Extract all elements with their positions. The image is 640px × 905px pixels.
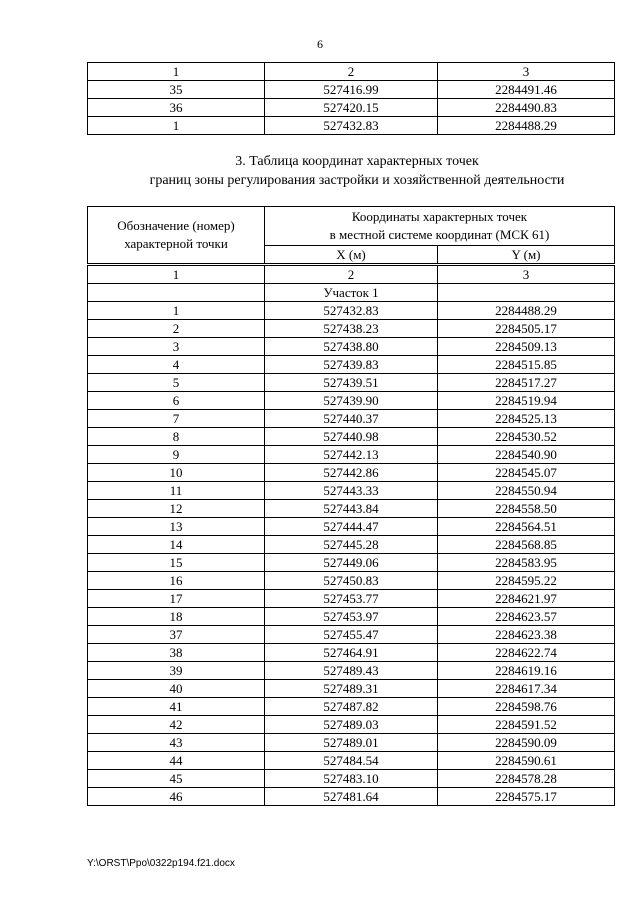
table-cell: 1 bbox=[88, 63, 265, 81]
x-coordinate-cell: 527483.10 bbox=[265, 770, 438, 788]
x-coordinate-cell: 527416.99 bbox=[265, 81, 438, 99]
y-coordinate-cell: 2284545.07 bbox=[438, 464, 615, 482]
y-coordinate-cell: 2284540.90 bbox=[438, 446, 615, 464]
y-coordinate-cell: 2284590.61 bbox=[438, 752, 615, 770]
y-coordinate-cell: 2284617.34 bbox=[438, 680, 615, 698]
point-number-cell: 18 bbox=[88, 608, 265, 626]
coordinates-table bbox=[87, 206, 615, 806]
point-number-cell: 5 bbox=[88, 374, 265, 392]
table-header-row bbox=[88, 207, 615, 246]
table-row bbox=[88, 572, 615, 590]
point-number-cell: 13 bbox=[88, 518, 265, 536]
point-number-cell: 1 bbox=[88, 117, 265, 135]
table-row bbox=[88, 680, 615, 698]
page-number: 6 bbox=[317, 37, 323, 51]
y-coordinate-cell: 2284564.51 bbox=[438, 518, 615, 536]
table-row bbox=[88, 320, 615, 338]
y-coordinate-cell: 2284525.13 bbox=[438, 410, 615, 428]
table-row bbox=[88, 554, 615, 572]
point-number-cell: 40 bbox=[88, 680, 265, 698]
x-coordinate-cell: 527439.51 bbox=[265, 374, 438, 392]
x-coordinate-cell: 527443.33 bbox=[265, 482, 438, 500]
column-number-row bbox=[88, 265, 615, 284]
x-coordinate-cell: 527432.83 bbox=[265, 302, 438, 320]
x-coordinate-cell: 527442.13 bbox=[265, 446, 438, 464]
y-coordinate-cell: 2284509.13 bbox=[438, 338, 615, 356]
point-number-cell: 9 bbox=[88, 446, 265, 464]
section-title-line-1: 3. Таблица координат характерных точек bbox=[235, 154, 479, 169]
table-cell: 1 bbox=[88, 265, 265, 284]
table-row bbox=[88, 428, 615, 446]
point-number-cell: 17 bbox=[88, 590, 265, 608]
table-row bbox=[88, 99, 615, 117]
table-cell: 2 bbox=[265, 265, 438, 284]
x-coordinate-cell: 527439.83 bbox=[265, 356, 438, 374]
table-row bbox=[88, 734, 615, 752]
y-coordinate-cell: 2284595.22 bbox=[438, 572, 615, 590]
point-number-cell: 1 bbox=[88, 302, 265, 320]
point-number-cell: 35 bbox=[88, 81, 265, 99]
x-coordinate-cell: 527444.47 bbox=[265, 518, 438, 536]
x-coordinate-cell: 527489.01 bbox=[265, 734, 438, 752]
x-coordinate-cell: 527445.28 bbox=[265, 536, 438, 554]
table-row bbox=[88, 662, 615, 680]
y-coordinate-cell: 2284515.85 bbox=[438, 356, 615, 374]
x-coordinate-cell: 527432.83 bbox=[265, 117, 438, 135]
table-row bbox=[88, 338, 615, 356]
y-coordinate-cell: 2284591.52 bbox=[438, 716, 615, 734]
file-path: Y:\ORST\Ppo\0322p194.f21.docx bbox=[87, 858, 235, 869]
y-coordinate-cell: 2284619.16 bbox=[438, 662, 615, 680]
table-row bbox=[88, 518, 615, 536]
table-row bbox=[88, 117, 615, 135]
table-row bbox=[88, 788, 615, 806]
x-coordinate-cell: 527481.64 bbox=[265, 788, 438, 806]
x-coordinate-cell: 527439.90 bbox=[265, 392, 438, 410]
table-row bbox=[88, 590, 615, 608]
table-row bbox=[88, 536, 615, 554]
section-title-line-2: границ зоны регулирования застройки и хозяйственной деятельности bbox=[149, 173, 565, 188]
y-coordinate-cell: 2284623.38 bbox=[438, 626, 615, 644]
x-coordinate-cell: 527440.37 bbox=[265, 410, 438, 428]
y-coordinate-cell: 2284550.94 bbox=[438, 482, 615, 500]
x-coordinate-cell: 527489.43 bbox=[265, 662, 438, 680]
x-coordinate-cell: 527464.91 bbox=[265, 644, 438, 662]
point-number-cell: 36 bbox=[88, 99, 265, 117]
table-cell: 3 bbox=[438, 63, 615, 81]
x-coordinate-cell: 527438.23 bbox=[265, 320, 438, 338]
point-number-cell: 44 bbox=[88, 752, 265, 770]
x-coordinate-cell: 527453.77 bbox=[265, 590, 438, 608]
section-label-row bbox=[88, 284, 615, 302]
y-coordinate-cell: 2284621.97 bbox=[438, 590, 615, 608]
table-row bbox=[88, 608, 615, 626]
point-number-cell: 11 bbox=[88, 482, 265, 500]
header-coords-line-1: Координаты характерных точек bbox=[351, 209, 528, 224]
point-number-cell: 12 bbox=[88, 500, 265, 518]
table-row bbox=[88, 356, 615, 374]
x-coordinate-cell: 527455.47 bbox=[265, 626, 438, 644]
y-coordinate-cell: 2284598.76 bbox=[438, 698, 615, 716]
x-coordinate-cell: 527420.15 bbox=[265, 99, 438, 117]
x-coordinate-cell: 527443.84 bbox=[265, 500, 438, 518]
table-row bbox=[88, 446, 615, 464]
x-coordinate-cell: 527484.54 bbox=[265, 752, 438, 770]
y-coordinate-cell: 2284488.29 bbox=[438, 302, 615, 320]
point-number-cell: 41 bbox=[88, 698, 265, 716]
x-coordinate-cell: 527487.82 bbox=[265, 698, 438, 716]
y-coordinate-cell: 2284622.74 bbox=[438, 644, 615, 662]
table-row bbox=[88, 716, 615, 734]
header-y: Y (м) bbox=[438, 246, 615, 265]
point-number-cell: 2 bbox=[88, 320, 265, 338]
y-coordinate-cell: 2284488.29 bbox=[438, 117, 615, 135]
header-point-label: Обозначение (номер) характерной точки bbox=[88, 207, 265, 265]
table-row bbox=[88, 626, 615, 644]
x-coordinate-cell: 527449.06 bbox=[265, 554, 438, 572]
y-coordinate-cell: 2284583.95 bbox=[438, 554, 615, 572]
table-row bbox=[88, 81, 615, 99]
table-cell: 2 bbox=[265, 63, 438, 81]
x-coordinate-cell: 527442.86 bbox=[265, 464, 438, 482]
x-coordinate-cell: 527489.31 bbox=[265, 680, 438, 698]
table-cell bbox=[88, 284, 265, 302]
y-coordinate-cell: 2284568.85 bbox=[438, 536, 615, 554]
y-coordinate-cell: 2284578.28 bbox=[438, 770, 615, 788]
point-number-cell: 4 bbox=[88, 356, 265, 374]
x-coordinate-cell: 527438.80 bbox=[265, 338, 438, 356]
section-title bbox=[87, 152, 627, 190]
point-number-cell: 7 bbox=[88, 410, 265, 428]
y-coordinate-cell: 2284517.27 bbox=[438, 374, 615, 392]
point-number-cell: 37 bbox=[88, 626, 265, 644]
y-coordinate-cell: 2284505.17 bbox=[438, 320, 615, 338]
x-coordinate-cell: 527450.83 bbox=[265, 572, 438, 590]
point-number-cell: 42 bbox=[88, 716, 265, 734]
point-number-cell: 45 bbox=[88, 770, 265, 788]
point-number-cell: 15 bbox=[88, 554, 265, 572]
table-row bbox=[88, 698, 615, 716]
point-number-cell: 8 bbox=[88, 428, 265, 446]
table-row bbox=[88, 500, 615, 518]
continued-coordinates-table bbox=[87, 62, 615, 135]
table-row bbox=[88, 770, 615, 788]
point-number-cell: 38 bbox=[88, 644, 265, 662]
point-number-cell: 10 bbox=[88, 464, 265, 482]
y-coordinate-cell: 2284491.46 bbox=[438, 81, 615, 99]
point-number-cell: 6 bbox=[88, 392, 265, 410]
y-coordinate-cell: 2284575.17 bbox=[438, 788, 615, 806]
point-number-cell: 43 bbox=[88, 734, 265, 752]
y-coordinate-cell: 2284590.09 bbox=[438, 734, 615, 752]
y-coordinate-cell: 2284623.57 bbox=[438, 608, 615, 626]
point-number-cell: 46 bbox=[88, 788, 265, 806]
x-coordinate-cell: 527440.98 bbox=[265, 428, 438, 446]
table-row bbox=[88, 464, 615, 482]
table-header-row bbox=[88, 63, 615, 81]
table-cell: 3 bbox=[438, 265, 615, 284]
table-row bbox=[88, 302, 615, 320]
y-coordinate-cell: 2284519.94 bbox=[438, 392, 615, 410]
point-number-cell: 3 bbox=[88, 338, 265, 356]
header-coords-label bbox=[265, 207, 615, 246]
table-row bbox=[88, 410, 615, 428]
x-coordinate-cell: 527453.97 bbox=[265, 608, 438, 626]
x-coordinate-cell: 527489.03 bbox=[265, 716, 438, 734]
table-row bbox=[88, 374, 615, 392]
y-coordinate-cell: 2284530.52 bbox=[438, 428, 615, 446]
point-number-cell: 39 bbox=[88, 662, 265, 680]
y-coordinate-cell: 2284558.50 bbox=[438, 500, 615, 518]
table-cell bbox=[438, 284, 615, 302]
point-number-cell: 16 bbox=[88, 572, 265, 590]
table-row bbox=[88, 644, 615, 662]
header-x: X (м) bbox=[265, 246, 438, 265]
table-row bbox=[88, 752, 615, 770]
table-row bbox=[88, 482, 615, 500]
table-row bbox=[88, 392, 615, 410]
section-label: Участок 1 bbox=[265, 284, 438, 302]
point-number-cell: 14 bbox=[88, 536, 265, 554]
header-coords-line-2: в местной системе координат (МСК 61) bbox=[329, 227, 550, 242]
y-coordinate-cell: 2284490.83 bbox=[438, 99, 615, 117]
